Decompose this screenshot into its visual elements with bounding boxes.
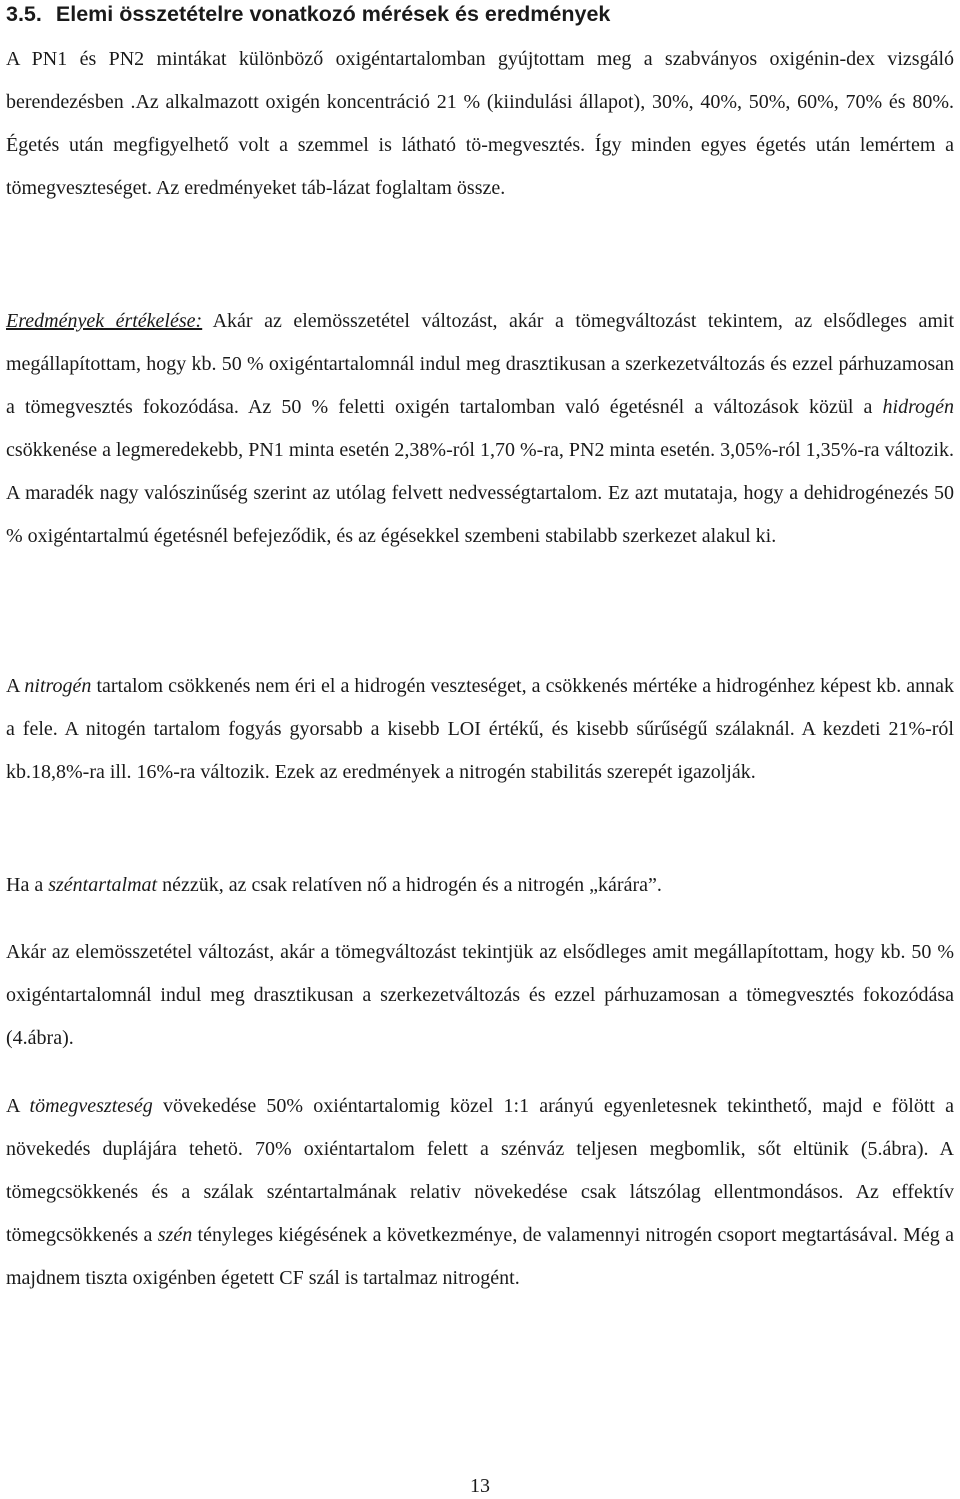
evaluation-emphasis-hydrogen: hidrogén xyxy=(882,396,954,418)
paragraph-carbon xyxy=(6,864,954,907)
mass-loss-emphasis: tömegveszteség xyxy=(29,1095,153,1117)
carbon-text-a: Ha a xyxy=(6,874,49,896)
section-heading xyxy=(6,1,610,27)
carbon-word-emphasis: szén xyxy=(157,1224,193,1246)
paragraph-nitrogen xyxy=(6,665,954,794)
paragraph-structure-change: Akár az elemösszetétel változást, akár a tömegváltozást tekintjük az elsődleges amit megállapítottam, hogy kb. 50 % oxigéntartalomnál indul meg drasztikusan a szerkezetváltozás és ezzel párhuzamosan a tömegvesztés fokozódása (4.ábra). xyxy=(6,941,954,1049)
page-number: 13 xyxy=(470,1475,490,1497)
evaluation-text-b: csökkenése a legmeredekebb, PN1 minta esetén 2,38%-ról 1,70 %-ra, PN2 minta esetén. 3,05%-ról 1,35%-ra változik. A maradék nagy valószinűség szerint az utólag felvett nedvességtartalom. Ez azt mutataja, hogy a dehidrogénezés 50 % oxigéntartalmú égetésnél befejeződik, és az égésekkel szembeni stabilabb szerkezet alakul ki. xyxy=(6,439,954,547)
paragraph-mass-loss xyxy=(6,1085,954,1300)
nitrogen-emphasis: nitrogén xyxy=(24,675,92,697)
nitrogen-text-b: tartalom csökkenés nem éri el a hidrogén veszteséget, a csökkenés mértéke a hidrogénhez képest kb. annak a fele. A nitogén tartalom fogyás gyorsabb a kisebb LOI értékű, és kisebb sűrűségű szálaknál. A kezdeti 21%-ról kb.18,8%-ra ill. 16%-ra változik. Ezek az eredmények a nitrogén stabilitás szerepét igazolják. xyxy=(6,675,954,783)
paragraph-intro: A PN1 és PN2 mintákat különböző oxigéntartalomban gyújtottam meg a szabványos oxigénin-dex vizsgáló berendezésben .Az alkalmazott oxigén koncentráció 21 % (kiindulási állapot), 30%, 40%, 50%, 60%, 70% és 80%. Égetés után megfigyelhető volt a szemmel is látható tö-megvesztés. Így minden egyes égetés után lemértem a tömegveszteséget. Az eredményeket táb-lázat foglaltam össze. xyxy=(6,48,954,199)
carbon-text-b: nézzük, az csak relatíven nő a hidrogén és a nitrogén „kárára”. xyxy=(157,874,662,896)
evaluation-text-a: Akár az elemösszetétel változást, akár a tömegváltozást tekintem, az elsődleges amit megállapítottam, hogy kb. 50 % oxigéntartalomnál indul meg drasztikusan a szerkezetváltozás és ezzel párhuzamosan a tömegvesztés fokozódása. Az 50 % feletti oxigén tartalomban való égetésnél a változások közül a xyxy=(6,310,955,418)
mass-loss-text-a: A xyxy=(6,1095,30,1117)
section-title: Elemi összetételre vonatkozó mérések és eredmények xyxy=(55,2,611,26)
carbon-emphasis: széntartalmat xyxy=(48,874,158,896)
section-number: 3.5. xyxy=(6,2,42,26)
mass-loss-text-c: tényleges kiégésének a következménye, de valamennyi nitrogén csoport megtartásával. Még a majdnem tiszta oxigénben égetett CF szál is tartalmaz nitrogént. xyxy=(6,1224,954,1289)
paragraph-evaluation xyxy=(6,300,954,558)
evaluation-label: Eredmények értékelése: xyxy=(6,310,203,332)
mass-loss-text-b: vövekedése 50% oxiéntartalomig közel 1:1 arányú egyenletesnek tekinthető, majd e fölött a növekedés duplájára tehetö. 70% oxiéntartalom felett a szénváz teljesen megbomlik, sőt eltünik (5.ábra). A tömegcsökkenés és a szálak széntartalmának relativ növekedése csak látszólag ellentmondásos. Az effektív tömegcsökkenés a xyxy=(6,1095,955,1246)
nitrogen-text-a: A xyxy=(6,675,25,697)
